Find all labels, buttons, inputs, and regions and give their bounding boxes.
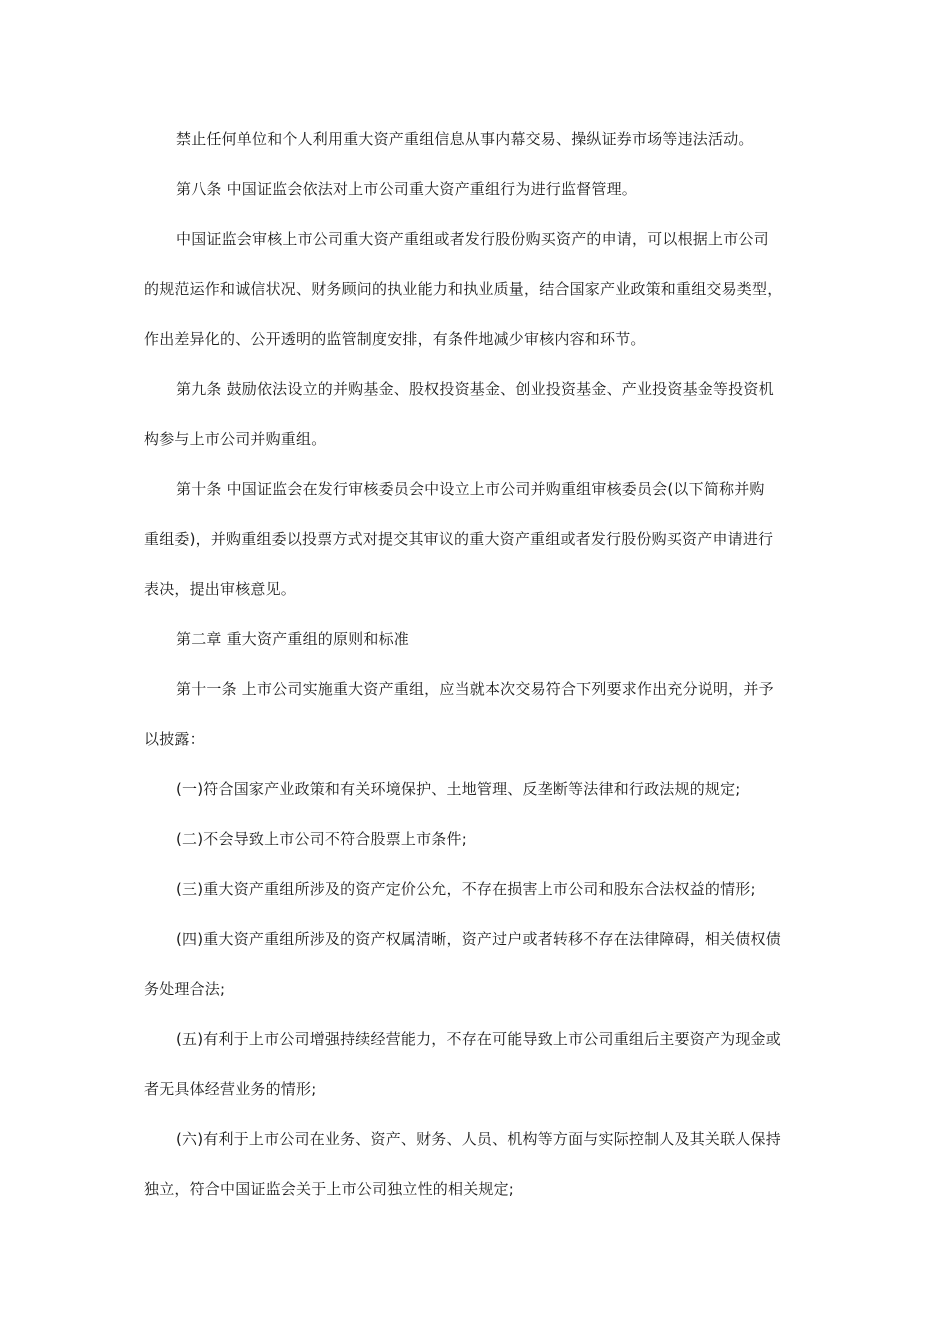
paragraph-line: 以披露： [144, 730, 205, 748]
list-item-5-continued: 者无具体经营业务的情形; [144, 1080, 317, 1098]
list-item-6-continued: 独立，符合中国证监会关于上市公司独立性的相关规定; [144, 1180, 515, 1198]
paragraph-line: 重组委)，并购重组委以投票方式对提交其审议的重大资产重组或者发行股份购买资产申请进行 [144, 530, 774, 548]
chapter-2-heading: 第二章 重大资产重组的原则和标准 [176, 630, 409, 648]
paragraph-line: 中国证监会审核上市公司重大资产重组或者发行股份购买资产的申请，可以根据上市公司 [176, 230, 769, 248]
paragraph-line: 构参与上市公司并购重组。 [144, 430, 327, 448]
article-10-heading-line: 第十条 中国证监会在发行审核委员会中设立上市公司并购重组审核委员会(以下简称并购 [176, 480, 765, 498]
list-item-4: (四)重大资产重组所涉及的资产权属清晰，资产过户或者转移不存在法律障碍，相关债权债 [176, 930, 781, 948]
paragraph-line: 作出差异化的、公开透明的监管制度安排，有条件地减少审核内容和环节。 [144, 330, 646, 348]
list-item-4-continued: 务处理合法; [144, 980, 226, 998]
paragraph-line: 禁止任何单位和个人利用重大资产重组信息从事内幕交易、操纵证券市场等违法活动。 [176, 130, 754, 148]
list-item-5: (五)有利于上市公司增强持续经营能力，不存在可能导致上市公司重组后主要资产为现金或 [176, 1030, 781, 1048]
list-item-3: (三)重大资产重组所涉及的资产定价公允，不存在损害上市公司和股东合法权益的情形; [176, 880, 756, 898]
paragraph-line: 表决，提出审核意见。 [144, 580, 297, 598]
list-item-1: (一)符合国家产业政策和有关环境保护、土地管理、反垄断等法律和行政法规的规定; [176, 780, 741, 798]
article-9-heading-line: 第九条 鼓励依法设立的并购基金、股权投资基金、创业投资基金、产业投资基金等投资机 [176, 380, 774, 398]
article-11-heading-line: 第十一条 上市公司实施重大资产重组，应当就本次交易符合下列要求作出充分说明，并予 [176, 680, 774, 698]
list-item-6: (六)有利于上市公司在业务、资产、财务、人员、机构等方面与实际控制人及其关联人保持 [176, 1130, 781, 1148]
article-8-heading-line: 第八条 中国证监会依法对上市公司重大资产重组行为进行监督管理。 [176, 180, 637, 198]
paragraph-line: 的规范运作和诚信状况、财务顾问的执业能力和执业质量，结合国家产业政策和重组交易类型， [144, 280, 783, 298]
list-item-2: (二)不会导致上市公司不符合股票上市条件; [176, 830, 467, 848]
